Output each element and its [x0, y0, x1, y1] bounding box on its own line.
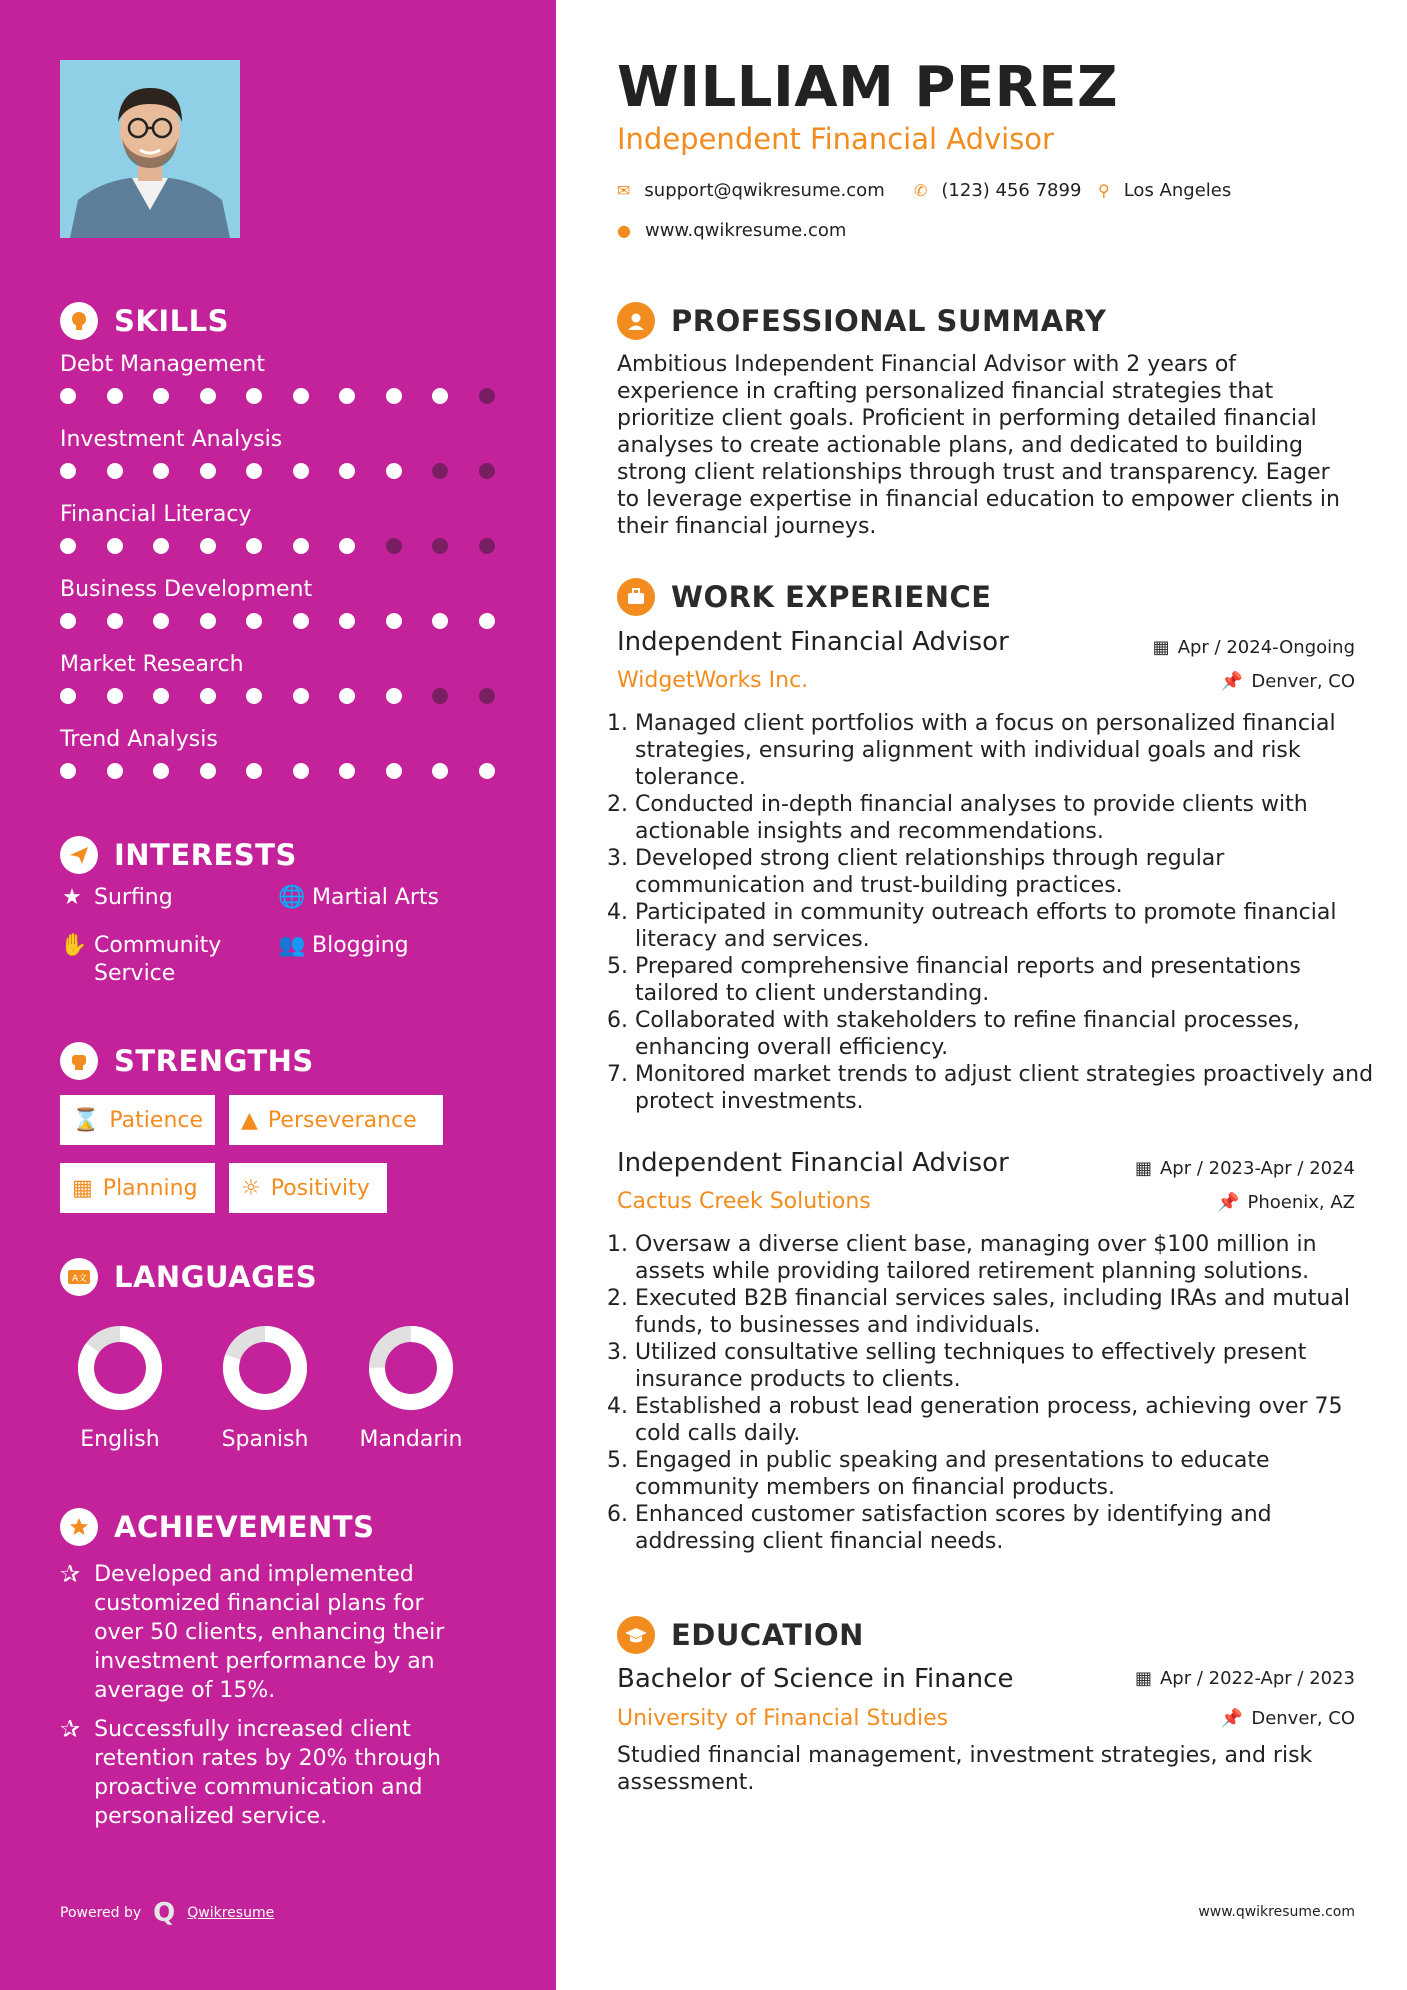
- strengths-heading: [60, 1042, 314, 1080]
- responsibility: 3. Utilized consultative selling techniques to effectively present insurance products to clients.: [635, 1339, 1375, 1393]
- responsibility: 1. Managed client portfolios with a focus on personalized financial strategies, ensuring alignment with individual goals and risk tolerance.: [635, 710, 1375, 791]
- phone-text[interactable]: (123) 456 7899: [941, 180, 1082, 201]
- language-item: [346, 1325, 476, 1452]
- achievement-text: Successfully increased client retention rates by 20% through proactive communication and personalized service.: [94, 1717, 441, 1829]
- skill-name: Market Research: [60, 652, 244, 677]
- hourglass-icon: ⌛: [72, 1107, 100, 1133]
- interest-label: Martial Arts: [312, 885, 440, 910]
- rating-dot-filled: [339, 613, 355, 629]
- calendar-icon: ▦: [72, 1175, 93, 1201]
- rating-dot-filled: [153, 463, 169, 479]
- responsibility: 4. Established a robust lead generation process, achieving over 75 cold calls daily.: [635, 1393, 1375, 1447]
- sun-icon: ☼: [241, 1175, 261, 1201]
- rating-dot-filled: [107, 688, 123, 704]
- responsibility: 2. Executed B2B financial services sales, including IRAs and mutual funds, to businesses and individuals.: [635, 1285, 1375, 1339]
- rating-dot-filled: [432, 763, 448, 779]
- skill-rating: [60, 755, 510, 785]
- rating-dot-filled: [479, 613, 495, 629]
- job-responsibilities: [617, 710, 1375, 1115]
- job-title: Independent Financial Advisor: [617, 627, 1009, 657]
- strength-badge: [60, 1095, 215, 1145]
- rating-dot-filled: [200, 688, 216, 704]
- job-location-text: Denver, CO: [1251, 671, 1355, 692]
- website-text[interactable]: www.qwikresume.com: [644, 220, 847, 241]
- education-dates-text: Apr / 2022-Apr / 2023: [1159, 1668, 1355, 1689]
- candidate-name: WILLIAM PEREZ: [617, 55, 1119, 120]
- interest-label: Surfing: [94, 885, 173, 910]
- school-name: University of Financial Studies: [617, 1706, 949, 1731]
- footer-website[interactable]: www.qwikresume.com: [1198, 1904, 1355, 1920]
- rating-dot-filled: [153, 538, 169, 554]
- skills-title: SKILLS: [114, 304, 229, 338]
- education-heading: [617, 1616, 864, 1654]
- language-item: [55, 1325, 185, 1452]
- group-icon: 👥: [278, 933, 306, 958]
- rating-dot-empty: [479, 688, 495, 704]
- job-location: [1217, 1192, 1355, 1213]
- rating-dot-filled: [293, 613, 309, 629]
- rating-dot-empty: [432, 463, 448, 479]
- skill-rating: [60, 605, 510, 635]
- contact-website: [617, 220, 846, 241]
- job-title: Independent Financial Advisor: [617, 1148, 1009, 1178]
- location-text: Los Angeles: [1123, 180, 1232, 201]
- contact-location: [1098, 180, 1231, 201]
- rating-dot-filled: [339, 688, 355, 704]
- rating-dot-filled: [153, 388, 169, 404]
- rating-dot-filled: [339, 763, 355, 779]
- rating-dot-empty: [479, 388, 495, 404]
- company-name: WidgetWorks Inc.: [617, 668, 809, 693]
- rating-dot-filled: [293, 463, 309, 479]
- strength-label: Planning: [102, 1175, 198, 1201]
- skill-rating: [60, 455, 510, 485]
- rating-dot-filled: [60, 763, 76, 779]
- rating-dot-empty: [432, 688, 448, 704]
- experience-title: WORK EXPERIENCE: [671, 580, 992, 614]
- job-dates: [1153, 637, 1355, 658]
- road-icon: ▲: [241, 1107, 258, 1133]
- achievements-title: ACHIEVEMENTS: [114, 1510, 375, 1544]
- medal-icon: [60, 1508, 98, 1546]
- responsibility: 6. Enhanced customer satisfaction scores by identifying and addressing client financial needs.: [635, 1501, 1375, 1555]
- rating-dot-filled: [293, 538, 309, 554]
- rating-dot-filled: [432, 388, 448, 404]
- language-donut: [77, 1325, 163, 1411]
- lightbulb-icon: [60, 302, 98, 340]
- candidate-role: Independent Financial Advisor: [617, 122, 1054, 156]
- skill-name: Financial Literacy: [60, 502, 252, 527]
- achievement-item: [60, 1560, 460, 1705]
- briefcase-icon: [617, 578, 655, 616]
- summary-title: PROFESSIONAL SUMMARY: [671, 304, 1107, 338]
- rating-dot-filled: [153, 763, 169, 779]
- fist-icon: [60, 1042, 98, 1080]
- job-dates: [1135, 1158, 1355, 1179]
- rating-dot-filled: [246, 388, 262, 404]
- map-pin-icon: ⚲: [1098, 181, 1110, 200]
- powered-by: [60, 1898, 274, 1928]
- company-name: Cactus Creek Solutions: [617, 1189, 871, 1214]
- rating-dot-filled: [107, 463, 123, 479]
- rating-dot-filled: [293, 688, 309, 704]
- hand-icon: ✋: [60, 933, 88, 958]
- interest-item: [278, 884, 439, 912]
- strength-label: Perseverance: [267, 1107, 417, 1133]
- powered-by-label: Powered by: [60, 1905, 142, 1921]
- skill-rating: [60, 680, 510, 710]
- calendar-icon: ▦: [1134, 1668, 1152, 1689]
- skill-name: Investment Analysis: [60, 427, 283, 452]
- skill-name: Debt Management: [60, 352, 265, 377]
- rating-dot-filled: [339, 388, 355, 404]
- rating-dot-empty: [479, 463, 495, 479]
- qwikresume-link[interactable]: Qwikresume: [187, 1905, 275, 1921]
- rating-dot-filled: [432, 613, 448, 629]
- language-name: English: [80, 1427, 160, 1452]
- shooting-star-icon: ✰: [60, 1715, 81, 1743]
- rating-dot-filled: [200, 763, 216, 779]
- responsibility: 4. Participated in community outreach efforts to promote financial literacy and services.: [635, 899, 1375, 953]
- responsibility: 7. Monitored market trends to adjust client strategies proactively and protect investments.: [635, 1061, 1375, 1115]
- skill-name: Business Development: [60, 577, 313, 602]
- rating-dot-filled: [386, 763, 402, 779]
- rating-dot-filled: [386, 388, 402, 404]
- responsibility: 5. Prepared comprehensive financial reports and presentations tailored to client understanding.: [635, 953, 1375, 1007]
- achievements-heading: [60, 1508, 374, 1546]
- interest-label: Blogging: [312, 933, 409, 958]
- skill-rating: [60, 530, 510, 560]
- rating-dot-filled: [386, 688, 402, 704]
- achievement-item: [60, 1715, 460, 1831]
- responsibility: 3. Developed strong client relationships through regular communication and trust-building practices.: [635, 845, 1375, 899]
- rating-dot-filled: [60, 463, 76, 479]
- summary-heading: [617, 302, 1106, 340]
- globe-icon: ●: [617, 221, 631, 240]
- pin-icon: 📌: [1220, 671, 1244, 692]
- email-text[interactable]: support@qwikresume.com: [644, 180, 885, 201]
- skill-name: Trend Analysis: [60, 727, 218, 752]
- rating-dot-filled: [200, 613, 216, 629]
- rating-dot-filled: [246, 688, 262, 704]
- strengths-title: STRENGTHS: [114, 1044, 314, 1078]
- profile-photo: [60, 60, 240, 238]
- rating-dot-filled: [107, 538, 123, 554]
- rating-dot-filled: [60, 613, 76, 629]
- skill-item: [60, 425, 510, 485]
- education-text: Studied financial management, investment strategies, and risk assessment.: [617, 1743, 1313, 1795]
- language-name: Mandarin: [359, 1427, 463, 1452]
- language-item: [200, 1325, 330, 1452]
- rating-dot-filled: [246, 613, 262, 629]
- language-donut: [222, 1325, 308, 1411]
- rating-dot-filled: [246, 763, 262, 779]
- responsibility: 2. Conducted in-depth financial analyses to provide clients with actionable insights and recommendations.: [635, 791, 1375, 845]
- responsibility: 6. Collaborated with stakeholders to refine financial processes, enhancing overall efficiency.: [635, 1007, 1375, 1061]
- rating-dot-empty: [432, 538, 448, 554]
- job-location-text: Phoenix, AZ: [1247, 1192, 1355, 1213]
- contact-email: [617, 180, 885, 201]
- phone-icon: ✆: [914, 181, 928, 200]
- rating-dot-filled: [153, 688, 169, 704]
- rating-dot-filled: [60, 388, 76, 404]
- rating-dot-filled: [293, 763, 309, 779]
- responsibility: 5. Engaged in public speaking and presentations to educate community members on financial products.: [635, 1447, 1375, 1501]
- graduation-cap-icon: [617, 1616, 655, 1654]
- education-title: EDUCATION: [671, 1618, 864, 1652]
- main-content: [556, 0, 1407, 1990]
- envelope-icon: ✉: [617, 181, 631, 200]
- job-dates-text: Apr / 2023-Apr / 2024: [1159, 1158, 1355, 1179]
- contact-phone: [914, 180, 1081, 201]
- interest-label: Community Service: [94, 933, 222, 986]
- skill-item: [60, 575, 510, 635]
- skill-item: [60, 650, 510, 710]
- interests-title: INTERESTS: [114, 838, 297, 872]
- experience-heading: [617, 578, 992, 616]
- achievement-text: Developed and implemented customized financial plans for over 50 clients, enhancing their investment performance by an average of 15%.: [94, 1562, 445, 1703]
- skill-item: [60, 350, 510, 410]
- rating-dot-filled: [386, 613, 402, 629]
- calendar-icon: ▦: [1152, 637, 1170, 658]
- language-name: Spanish: [221, 1427, 309, 1452]
- language-donut: [368, 1325, 454, 1411]
- paper-plane-icon: [60, 836, 98, 874]
- qwikresume-logo-icon: Q: [153, 1898, 176, 1928]
- skills-heading: [60, 302, 229, 340]
- interest-item: [278, 932, 409, 960]
- strength-label: Positivity: [270, 1175, 370, 1201]
- pin-icon: 📌: [1220, 1708, 1244, 1729]
- rating-dot-filled: [386, 463, 402, 479]
- rating-dot-empty: [479, 538, 495, 554]
- education-dates: [1135, 1668, 1355, 1689]
- sidebar: [0, 0, 556, 1990]
- interest-item: [60, 884, 173, 912]
- rating-dot-filled: [293, 388, 309, 404]
- star-icon: ★: [62, 885, 82, 910]
- job-location: [1221, 671, 1355, 692]
- skill-item: [60, 500, 510, 560]
- svg-text:A文: A文: [72, 1274, 88, 1284]
- strength-badge: [60, 1163, 215, 1213]
- strength-badge: [229, 1163, 387, 1213]
- rating-dot-filled: [479, 763, 495, 779]
- summary-text: Ambitious Independent Financial Advisor with 2 years of experience in crafting personalized financial strategies that prioritize client goals. Proficient in performing detailed financial analyses to create actionable plans, and dedicated to building strong client relationships through trust and transparency. Eager to leverage expertise in financial education to empower clients in their financial journeys.: [617, 352, 1340, 539]
- rating-dot-empty: [386, 538, 402, 554]
- education-location: [1221, 1708, 1355, 1729]
- rating-dot-filled: [339, 463, 355, 479]
- user-icon: [617, 302, 655, 340]
- rating-dot-filled: [246, 538, 262, 554]
- strength-badge: [229, 1095, 443, 1145]
- globe-icon: 🌐: [278, 885, 306, 910]
- rating-dot-filled: [339, 538, 355, 554]
- degree-title: Bachelor of Science in Finance: [617, 1664, 1014, 1694]
- calendar-icon: ▦: [1134, 1158, 1152, 1179]
- interests-heading: [60, 836, 297, 874]
- languages-heading: [60, 1258, 317, 1296]
- translate-icon: [60, 1258, 98, 1296]
- rating-dot-filled: [60, 538, 76, 554]
- skill-rating: [60, 380, 510, 410]
- job-dates-text: Apr / 2024-Ongoing: [1177, 637, 1355, 658]
- rating-dot-filled: [60, 688, 76, 704]
- rating-dot-filled: [200, 538, 216, 554]
- interest-item: [60, 932, 260, 988]
- strength-label: Patience: [109, 1107, 204, 1133]
- education-location-text: Denver, CO: [1251, 1708, 1355, 1729]
- rating-dot-filled: [200, 463, 216, 479]
- responsibility: 1. Oversaw a diverse client base, managing over $100 million in assets while providing tailored retirement planning solutions.: [635, 1231, 1375, 1285]
- pin-icon: 📌: [1217, 1192, 1240, 1213]
- rating-dot-filled: [200, 388, 216, 404]
- job-responsibilities: [617, 1231, 1375, 1555]
- skill-item: [60, 725, 510, 785]
- rating-dot-filled: [107, 613, 123, 629]
- rating-dot-filled: [107, 763, 123, 779]
- rating-dot-filled: [107, 388, 123, 404]
- rating-dot-filled: [153, 613, 169, 629]
- shooting-star-icon: ✰: [60, 1560, 81, 1588]
- languages-title: LANGUAGES: [114, 1260, 318, 1294]
- rating-dot-filled: [246, 463, 262, 479]
